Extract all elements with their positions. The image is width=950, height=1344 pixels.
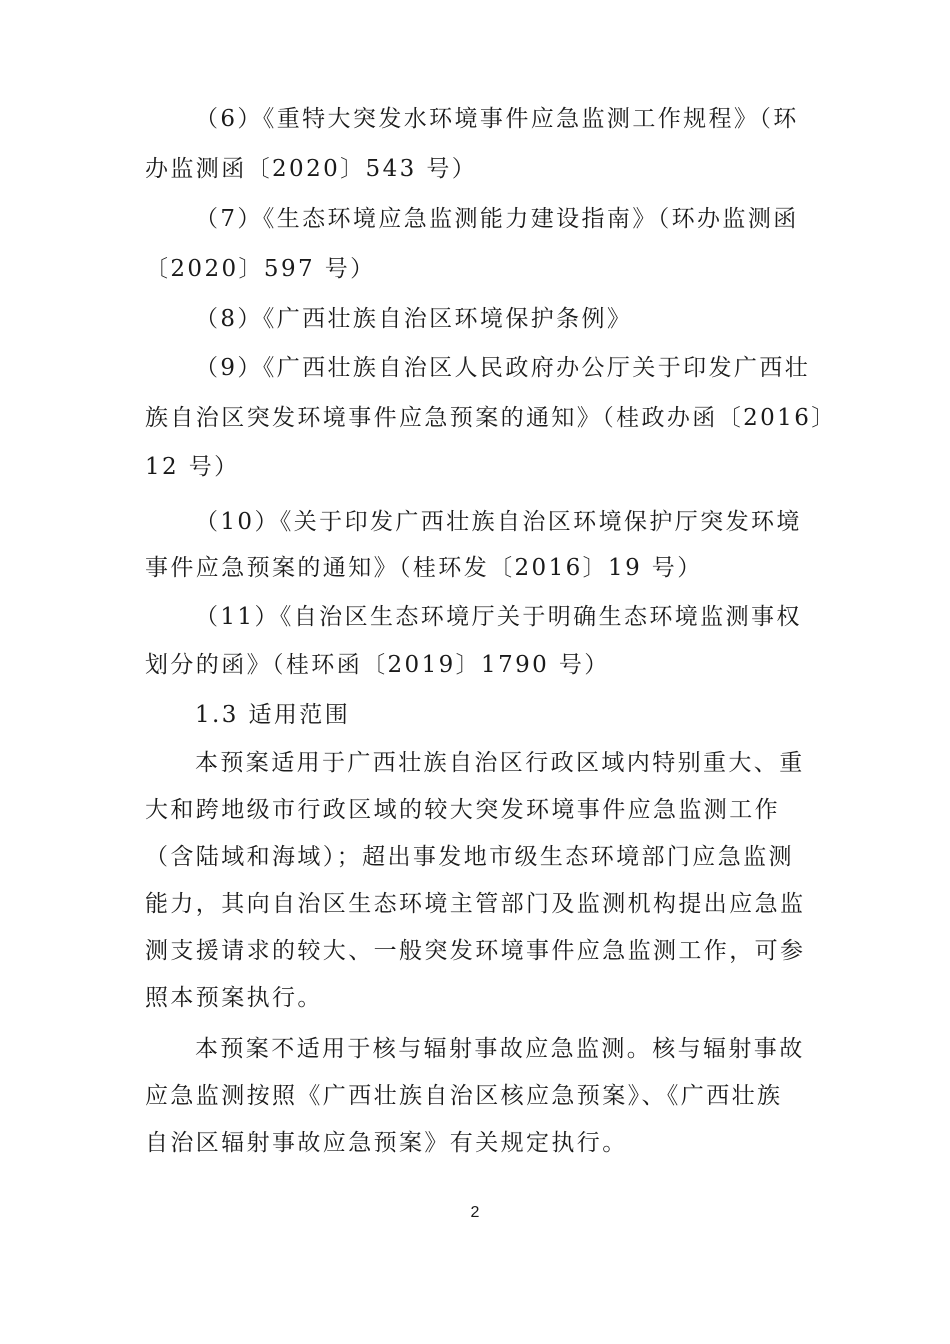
page-number: 2 (470, 1204, 480, 1221)
scope-paragraph-line-3: （含陆域和海域）；超出事发地市级生态环境部门应急监测 (145, 844, 794, 870)
reference-item-9-line-2: 族自治区突发环境事件应急预案的通知》（桂政办函〔2016〕 (145, 405, 837, 431)
reference-item-10-line-2: 事件应急预案的通知》（桂环发〔2016〕19 号） (145, 555, 703, 581)
reference-item-7-line-1: （7）《生态环境应急监测能力建设指南》（环办监测函 (195, 206, 799, 232)
reference-item-7-line-2: 〔2020〕597 号） (145, 256, 376, 282)
exclusion-paragraph-line-2: 应急监测按照《广西壮族自治区核应急预案》、《广西壮族 (145, 1083, 783, 1109)
scope-paragraph-line-2: 大和跨地级市行政区域的较大突发环境事件应急监测工作 (145, 797, 780, 823)
reference-item-6-line-2: 办监测函〔2020〕543 号） (145, 156, 478, 182)
reference-item-11-line-1: （11）《自治区生态环境厅关于明确生态环境监测事权 (195, 604, 802, 630)
reference-item-10-line-1: （10）《关于印发广西壮族自治区环境保护厅突发环境 (195, 509, 802, 535)
reference-item-9-line-3: 12 号） (145, 454, 240, 480)
reference-item-8: （8）《广西壮族自治区环境保护条例》 (195, 306, 633, 332)
exclusion-paragraph-line-3: 自治区辐射事故应急预案》有关规定执行。 (145, 1130, 628, 1156)
scope-paragraph-line-6: 照本预案执行。 (145, 985, 323, 1011)
reference-item-9-line-1: （9）《广西壮族自治区人民政府办公厅关于印发广西壮 (195, 355, 811, 381)
scope-paragraph-line-4: 能力，其向自治区生态环境主管部门及监测机构提出应急监 (145, 891, 806, 917)
reference-item-6-line-1: （6）《重特大突发水环境事件应急监测工作规程》（环 (195, 106, 799, 132)
reference-item-11-line-2: 划分的函》（桂环函〔2019〕1790 号） (145, 652, 610, 678)
section-heading: 1.3 适用范围 (195, 702, 351, 728)
scope-paragraph-line-1: 本预案适用于广西壮族自治区行政区域内特别重大、重 (195, 750, 805, 776)
scope-paragraph-line-5: 测支援请求的较大、一般突发环境事件应急监测工作，可参 (145, 938, 806, 964)
exclusion-paragraph-line-1: 本预案不适用于核与辐射事故应急监测。核与辐射事故 (195, 1036, 805, 1062)
